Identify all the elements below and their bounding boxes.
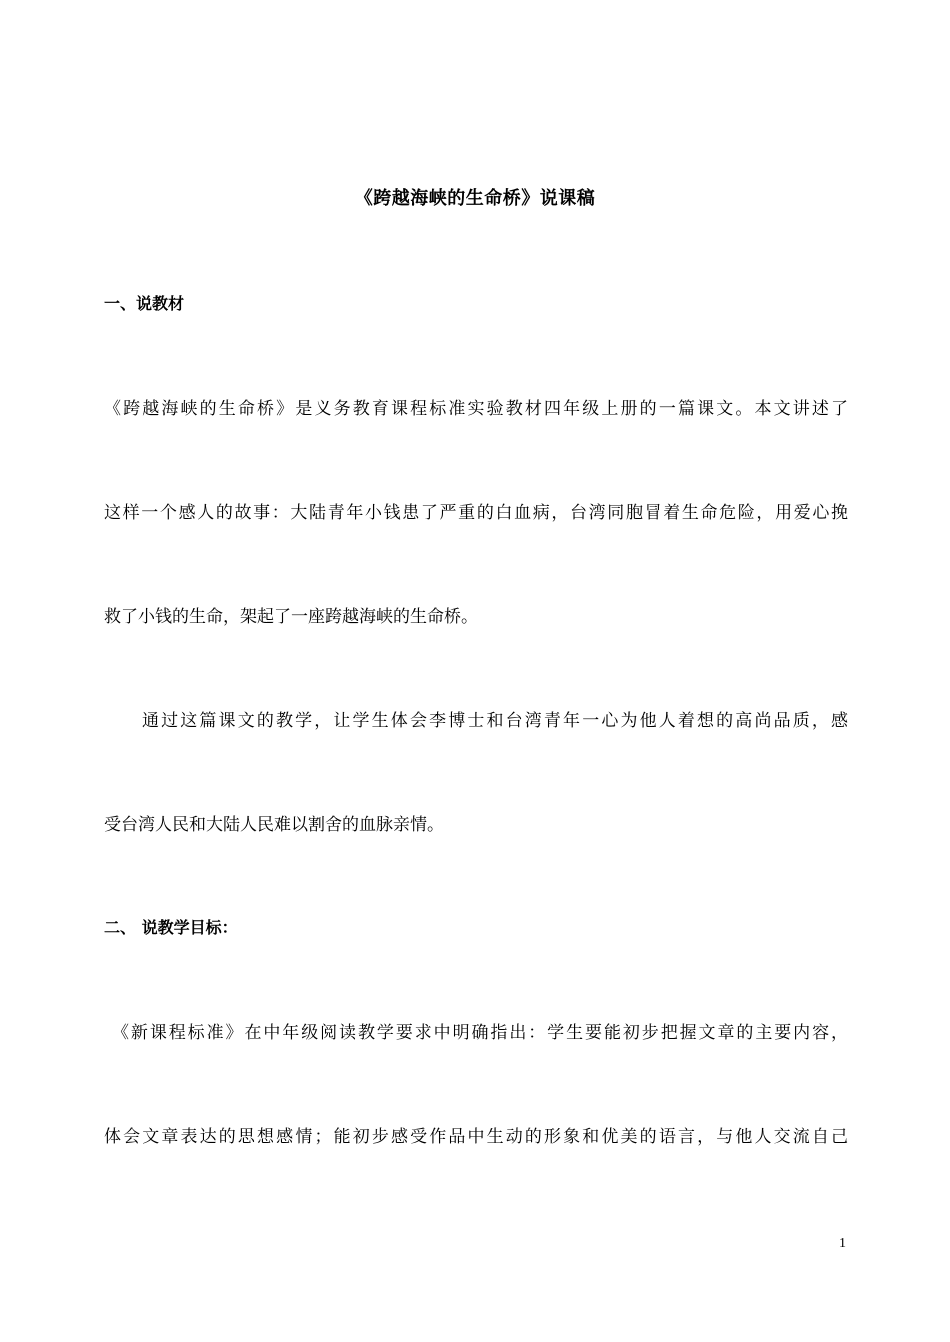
paragraph-line: 《新课程标准》在中年级阅读教学要求中明确指出：学生要能初步把握文章的主要内容， xyxy=(112,1023,848,1043)
paragraph-line: 受台湾人民和大陆人民难以割舍的血脉亲情。 xyxy=(104,815,444,835)
section-heading-teaching-goals: 二、 说教学目标： xyxy=(104,918,238,937)
paragraph-line: 救了小钱的生命，架起了一座跨越海峡的生命桥。 xyxy=(104,607,478,627)
section-heading-teaching-material: 一、说教材 xyxy=(104,294,185,313)
paragraph-line: 这样一个感人的故事：大陆青年小钱患了严重的白血病，台湾同胞冒着生命危险，用爱心挽 xyxy=(104,503,848,523)
page-number: 1 xyxy=(839,1236,846,1251)
paragraph-line: 通过这篇课文的教学，让学生体会李博士和台湾青年一心为他人着想的高尚品质，感 xyxy=(142,711,848,731)
paragraph-line: 体会文章表达的思想感情；能初步感受作品中生动的形象和优美的语言，与他人交流自己 xyxy=(104,1127,848,1147)
paragraph-line: 《跨越海峡的生命桥》是义务教育课程标准实验教材四年级上册的一篇课文。本文讲述了 xyxy=(104,399,848,419)
document-title: 《跨越海峡的生命桥》说课稿 xyxy=(354,188,596,209)
